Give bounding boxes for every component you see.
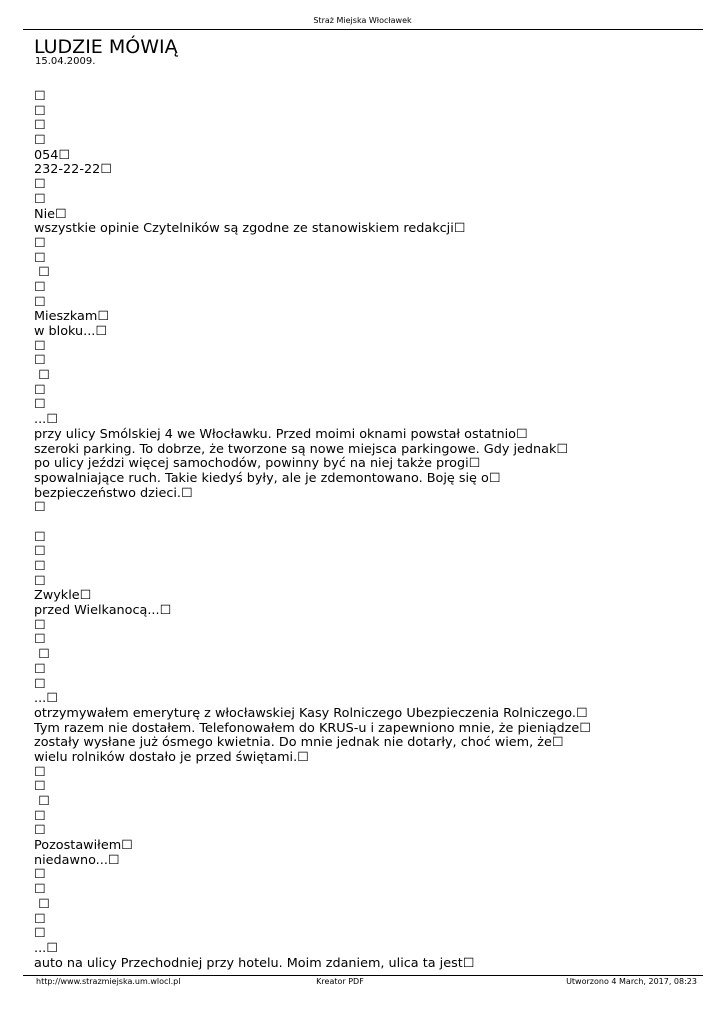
body-line: przed Wielkanocą...☐ (34, 603, 172, 619)
body-line: ☐ (34, 661, 46, 677)
body-line: ☐ (34, 368, 50, 384)
body-line: ...☐ (34, 412, 58, 428)
body-line: ☐ (34, 500, 46, 516)
body-line: ☐ (34, 353, 46, 369)
body-line: ☐ (34, 133, 46, 149)
body-line (34, 516, 684, 531)
body-line: ☐ (34, 265, 50, 281)
body-line: ☐ (34, 89, 46, 104)
body-line: ☐ (34, 382, 46, 398)
body-line: 232-22-22☐ (34, 162, 112, 178)
body-line: spowalniające ruch. Takie kiedyś były, ale je zdemontowano. Boję się o☐ (34, 470, 501, 486)
body-line: przy ulicy Smólskiej 4 we Włocławku. Przed moimi oknami powstał ostatnio☐ (34, 426, 528, 442)
body-line: ☐ (34, 764, 46, 780)
body-line: w bloku...☐ (34, 324, 107, 339)
body-line: ☐ (34, 823, 46, 839)
body-line: ☐ (34, 896, 50, 912)
body-line: Pozostawiłem☐ (34, 838, 133, 854)
body-line: zostały wysłane już ósmego kwietnia. Do mnie jednak nie dotarły, choć wiem, że☐ (34, 735, 564, 751)
body-line: ☐ (34, 882, 46, 898)
body-line: 054☐ (34, 147, 70, 163)
body-line: ☐ (34, 617, 46, 633)
body-line: Zwykle☐ (34, 588, 92, 604)
body-line: ☐ (34, 573, 46, 589)
footer-url: http://www.strazmiejska.um.wlocl.pl (36, 977, 181, 986)
body-line: ...☐ (34, 940, 58, 956)
article-date: 15.04.2009. (35, 56, 96, 67)
body-line: po ulicy jeździ więcej samochodów, powinny być na niej także progi☐ (34, 456, 481, 472)
body-line: ☐ (34, 808, 46, 824)
footer-created: Utworzono 4 March, 2017, 08:23 (566, 977, 697, 986)
body-line: ☐ (34, 779, 46, 795)
body-line: wielu rolników dostało je przed świętami.☐ (34, 749, 309, 765)
body-line: ☐ (34, 235, 46, 251)
footer-divider (23, 975, 703, 976)
body-line: ☐ (34, 250, 46, 266)
body-line: Mieszkam☐ (34, 309, 109, 325)
body-line: szeroki parking. To dobrze, że tworzone są nowe miejsca parkingowe. Gdy jednak☐ (34, 441, 568, 457)
body-line: ☐ (34, 397, 46, 413)
body-line: ☐ (34, 926, 46, 942)
body-line: ☐ (34, 867, 46, 883)
body-line: ☐ (34, 676, 46, 692)
body-line: Nie☐ (34, 206, 67, 222)
body-line: ☐ (34, 279, 46, 295)
body-line: ☐ (34, 191, 46, 207)
header-divider (23, 29, 703, 30)
body-line: ☐ (34, 911, 46, 927)
body-line: niedawno...☐ (34, 852, 120, 868)
body-line: ☐ (34, 294, 46, 310)
body-line: otrzymywałem emeryturę z włocławskiej Kasy Rolniczego Ubezpieczenia Rolniczego.☐ (34, 705, 588, 721)
body-line: ☐ (34, 177, 46, 193)
body-line: ☐ (34, 118, 46, 134)
body-line: ☐ (34, 103, 46, 119)
body-line: ☐ (34, 338, 46, 354)
page-header: Straż Miejska Włocławek (313, 16, 412, 25)
footer-generator: Kreator PDF (316, 977, 364, 986)
body-line: ☐ (34, 529, 46, 545)
article-body (34, 90, 684, 971)
body-line: wszystkie opinie Czytelników są zgodne ze stanowiskiem redakcji☐ (34, 221, 466, 237)
body-line: ...☐ (34, 691, 58, 707)
body-line: ☐ (34, 559, 46, 574)
body-line: ☐ (34, 794, 50, 809)
article-title: LUDZIE MÓWIĄ (34, 36, 178, 58)
body-line: ☐ (34, 632, 46, 648)
body-line: Tym razem nie dostałem. Telefonowałem do KRUS-u i zapewniono mnie, że pieniądze☐ (34, 720, 591, 736)
body-line: auto na ulicy Przechodniej przy hotelu. Moim zdaniem, ulica ta jest☐ (34, 955, 475, 971)
body-line: ☐ (34, 647, 50, 663)
body-line: bezpieczeństwo dzieci.☐ (34, 485, 193, 501)
body-line: ☐ (34, 544, 46, 560)
